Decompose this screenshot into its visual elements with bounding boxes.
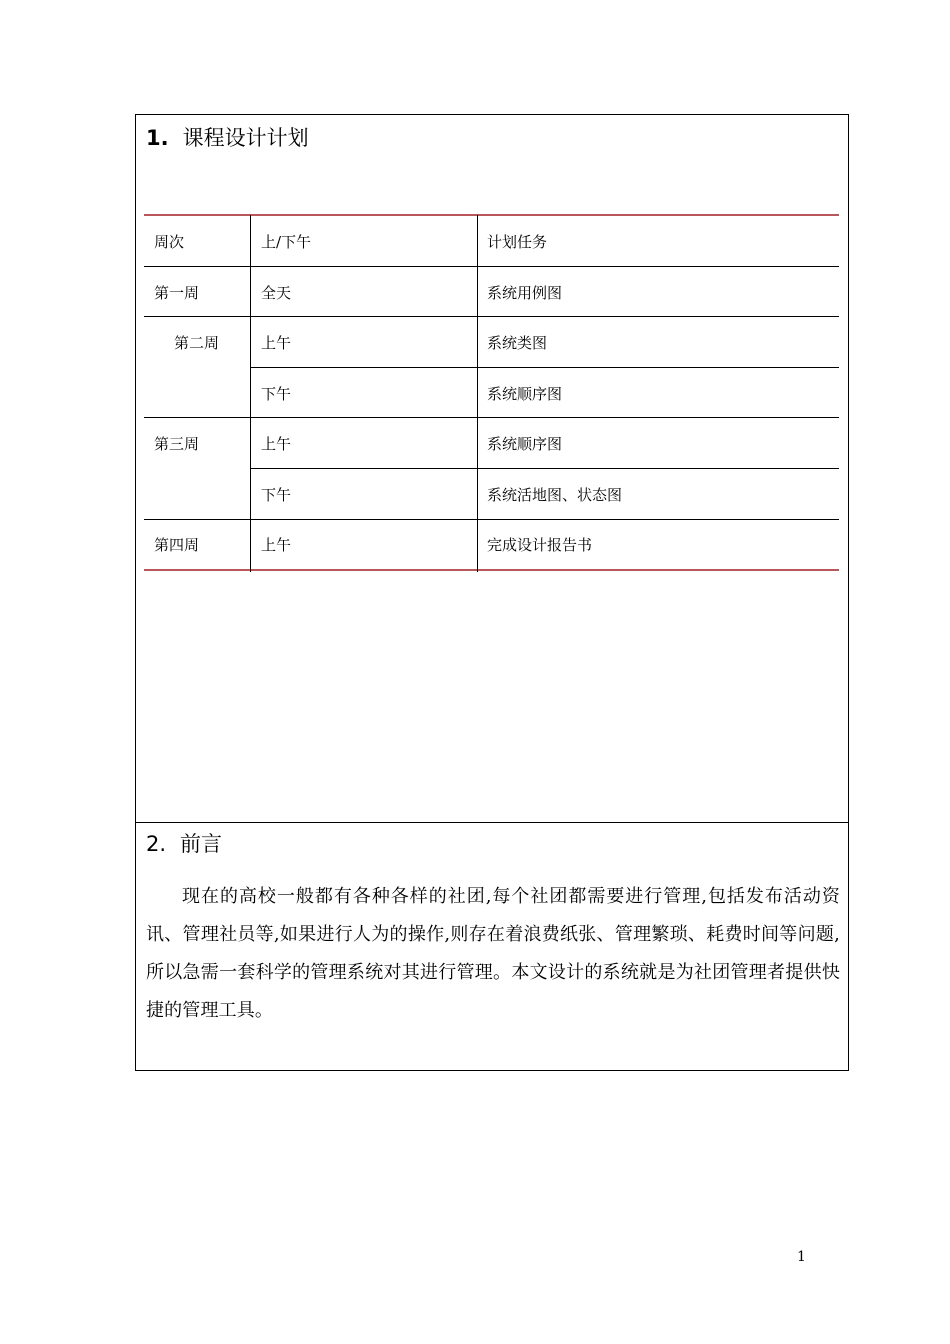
cell-week: 第四周 <box>154 536 200 554</box>
cell-task: 系统顺序图 <box>487 385 563 403</box>
plan-table <box>144 214 839 573</box>
table-row-rule <box>250 367 839 368</box>
cell-period: 上午 <box>261 536 292 554</box>
cell-period: 上午 <box>261 334 292 352</box>
cell-week: 第二周 <box>174 334 220 352</box>
document-frame <box>135 114 849 1071</box>
table-row-rule <box>144 316 839 317</box>
table-row-rule <box>144 519 839 520</box>
cell-week: 第三周 <box>154 435 200 453</box>
cell-task: 系统顺序图 <box>487 435 563 453</box>
cell-task: 完成设计报告书 <box>487 536 593 554</box>
cell-task: 系统类图 <box>487 334 548 352</box>
table-row-rule <box>144 266 839 267</box>
cell-period: 下午 <box>261 385 292 403</box>
table-top-rule <box>144 214 839 216</box>
section-2-title: 前言 <box>180 832 223 856</box>
section-2-number: 2. <box>146 832 167 856</box>
cell-week: 第一周 <box>154 284 200 302</box>
table-row-rule <box>144 417 839 418</box>
table-row-rule <box>250 468 839 469</box>
table-bottom-rule <box>144 569 839 571</box>
section-1-title: 课程设计计划 <box>182 126 309 150</box>
section-1-heading <box>146 122 309 152</box>
section-2-heading <box>146 828 222 858</box>
header-task: 计划任务 <box>487 233 548 251</box>
cell-period: 全天 <box>261 284 292 302</box>
header-period: 上/下午 <box>261 233 312 251</box>
section-1-number: 1. <box>146 126 169 150</box>
table-column-rule <box>250 215 251 572</box>
preface-paragraph: 现在的高校一般都有各种各样的社团,每个社团都需要进行管理,包括发布活动资讯、管理社员等,如果进行人为的操作,则存在着浪费纸张、管理繁琐、耗费时间等问题,所以急需一套科学的管理系统对其进行管理。本文设计的系统就是为社团管理者提供快捷的管理工具。 <box>146 886 840 1021</box>
cell-task: 系统活地图、状态图 <box>487 486 623 504</box>
page-number: 1 <box>797 1249 806 1265</box>
cell-task: 系统用例图 <box>487 284 563 302</box>
cell-period: 上午 <box>261 435 292 453</box>
header-week: 周次 <box>154 233 185 251</box>
section-divider <box>136 822 848 823</box>
cell-period: 下午 <box>261 486 292 504</box>
table-column-rule <box>477 215 478 572</box>
